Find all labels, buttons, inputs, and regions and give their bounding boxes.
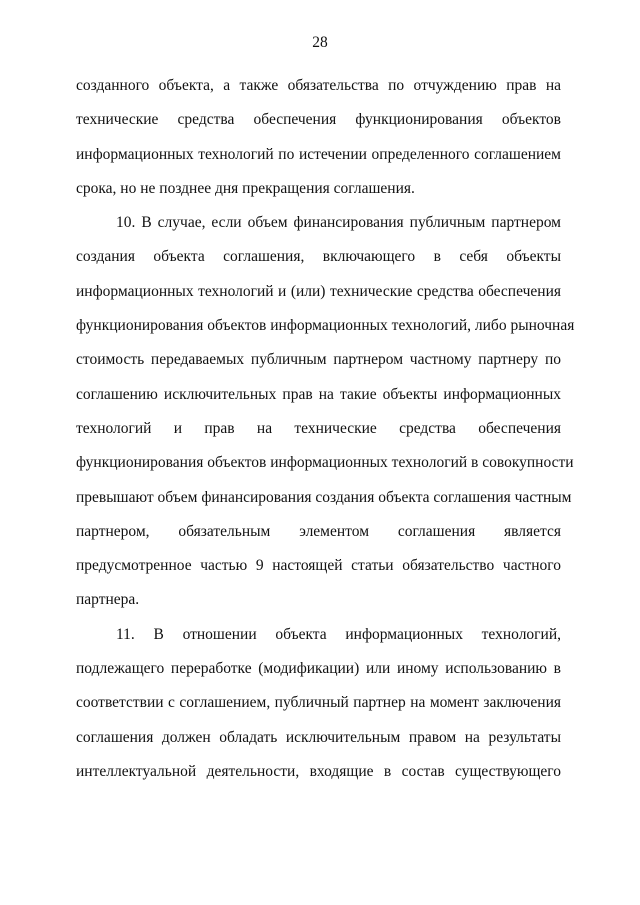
paragraph-11 — [76, 618, 561, 789]
text-line: функционирования объектов информационных технологий, либо рыночная — [76, 317, 575, 335]
text-line: информационных технологий и (или) технические средства обеспечения — [76, 282, 561, 300]
text-line: информационных технологий по истечении определенного соглашением — [76, 145, 561, 163]
text-line: стоимость передаваемых публичным партнером частному партнеру по — [76, 351, 561, 369]
text-line: соответствии с соглашением, публичный партнер на момент заключения — [76, 694, 561, 712]
text-line: интеллектуальной деятельности, входящие в состав существующего — [76, 762, 561, 780]
paragraph-continuation — [76, 69, 561, 206]
text-line: превышают объем финансирования создания объекта соглашения частным — [76, 488, 572, 506]
text-line: партнером, обязательным элементом соглашения является — [76, 522, 561, 540]
page-number: 28 — [312, 34, 328, 51]
text-line: технологий и прав на технические средства обеспечения — [76, 419, 561, 437]
paragraph-10 — [76, 206, 575, 618]
text-line: срока, но не позднее дня прекращения соглашения. — [76, 179, 415, 197]
text-line: создания объекта соглашения, включающего в себя объекты — [76, 248, 561, 266]
text-line: предусмотренное частью 9 настоящей статьи обязательство частного — [76, 557, 561, 575]
document-body — [76, 69, 575, 789]
text-line: подлежащего переработке (модификации) или иному использованию в — [76, 660, 561, 678]
text-line: партнера. — [76, 591, 140, 609]
text-line: соглашению исключительных прав на такие объекты информационных — [76, 385, 561, 403]
text-line: 11. В отношении объекта информационных технологий, — [116, 625, 561, 643]
text-line: созданного объекта, а также обязательства по отчуждению прав на — [76, 77, 561, 94]
text-line: функционирования объектов информационных технологий в совокупности — [76, 454, 574, 472]
text-line: технические средства обеспечения функционирования объектов — [76, 111, 561, 129]
text-line: 10. В случае, если объем финансирования публичным партнером — [116, 214, 561, 232]
text-line: соглашения должен обладать исключительным правом на результаты — [76, 728, 561, 746]
